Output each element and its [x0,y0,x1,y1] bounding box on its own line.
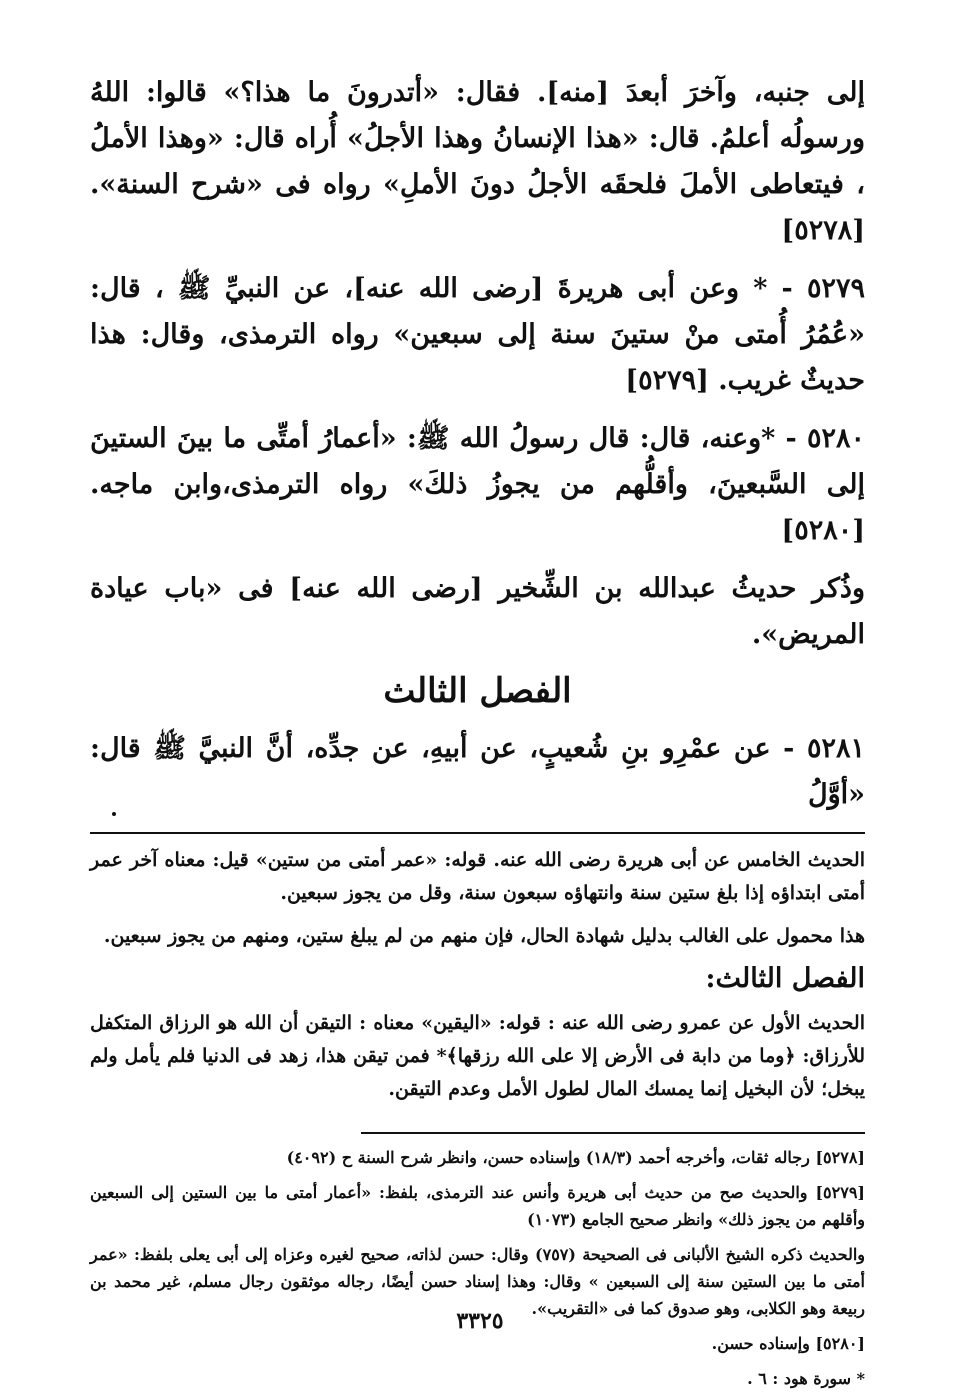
footnote-divider [361,1132,865,1134]
commentary-divider [90,832,865,834]
stray-dot-mark [112,812,116,816]
footnote-quran-reference: * سورة هود : ٦ . [747,1369,865,1388]
footnote-5278: [٥٢٧٨] رجاله ثقات، وأخرجه أحمد (١٨/٣) وإسناده حسن، وانظر شرح السنة ح (٤٠٩٢) [286,1148,865,1167]
page-number: ٣٣٢٥ [456,1308,504,1334]
commentary-paragraph: الحديث الأول عن عمرو رضى الله عنه : قوله: «اليقين» معناه : التيقن أن الله هو الرزاق المتكفل للأرزاق: ﴿وما من دابة فى الأرض إلا على الله رزقها﴾* فمن تيقن هذا، زهد فى الدنيا فلم يأمل ولم يبخل؛ لأن البخيل إنما يمسك المال لطول الأمل وعدم التيقن. [90,1012,865,1100]
footnote-5279: [٥٢٧٩] والحديث صح من حديث أبى هريرة وأنس عند الترمذى، بلفظ: «أعمار أمتى ما بين الستين إلى السبعين وأقلهم من يجوز ذلك» وانظر صحيح الجامع (١٠٧٣) [90,1183,865,1229]
commentary [90,844,865,1106]
cross-reference-note: وذُكر حديثُ عبدالله بن الشِّخير [رضى الله عنه] فى «باب عيادة المريض». [90,573,865,650]
footnote-5279-continued: والحديث ذكره الشيخ الألبانى فى الصحيحة (٧٥٧) وقال: حسن لذاته، صحيح لغيره وعزاه إلى أبى يعلى بلفظ: «عمر أمتى ما بين الستين سنة إلى السبعين » وقال: وهذا إسناد حسن أيضًا، رجاله موثقون رجال مسلم، غير محمد بن ربيعة وهو الكلابى، وهو صدوق كما فى «التقريب». [90,1245,865,1318]
commentary-paragraph: الحديث الخامس عن أبى هريرة رضى الله عنه. قوله: «عمر أمتى من ستين» قيل: معناه آخر عمر أمتى ابتداؤه إذا بلغ ستين سنة وانتهاؤه سبعون سنة، وقل من يجوز سبعين. [90,849,865,904]
hadith-5281-start: ٥٢٨١ - عن عمْرِو بنِ شُعيبٍ، عن أبيهِ، عن جدِّه، أنَّ النبيَّ ﷺ قال: «أوَّلُ [90,733,865,810]
footnote-5280: [٥٢٨٠] وإسناده حسن. [711,1334,865,1353]
main-text [90,70,865,818]
hadith-5280: ٥٢٨٠ - *وعنه، قال: قال رسولُ الله ﷺ: «أعمارُ أمتِّى ما بينَ الستينَ إلى السَّبعينَ، وأقلُّهم من يجوزُ ذلكَ» رواه الترمذى،وابن ماجه. [٥٢٨٠] [90,423,865,546]
commentary-section-heading: الفصل الثالث: [705,963,865,994]
hadith-5279: ٥٢٧٩ - * وعن أبى هريرةَ [رضى الله عنه]، عن النبيِّ ﷺ ، قال: «عُمُرُ أُمتى منْ ستينَ سنة إلى سبعين» رواه الترمذى، وقال: هذا حديثٌ غريب. [٥٢٧٩] [90,273,865,396]
section-title: الفصل الثالث [383,671,572,711]
hadith-5278-ending: إلى جنبه، وآخرَ أبعدَ [منه]. فقال: «أتدرونَ ما هذا؟» قالوا: اللهُ ورسولُه أعلمُ. قال: «هذا الإنسانُ وهذا الأجلُ» أُراه قال: «وهذا الأملُ ، فيتعاطى الأملَ فلحقَه الأجلُ دونَ الأملِ» رواه فى «شرح السنة». [٥٢٧٨] [90,77,865,246]
footnotes [90,1144,865,1392]
commentary-paragraph: هذا محمول على الغالب بدليل شهادة الحال، فإن منهم من لم يبلغ ستين، ومنهم من يجوز سبعين. [103,925,865,947]
